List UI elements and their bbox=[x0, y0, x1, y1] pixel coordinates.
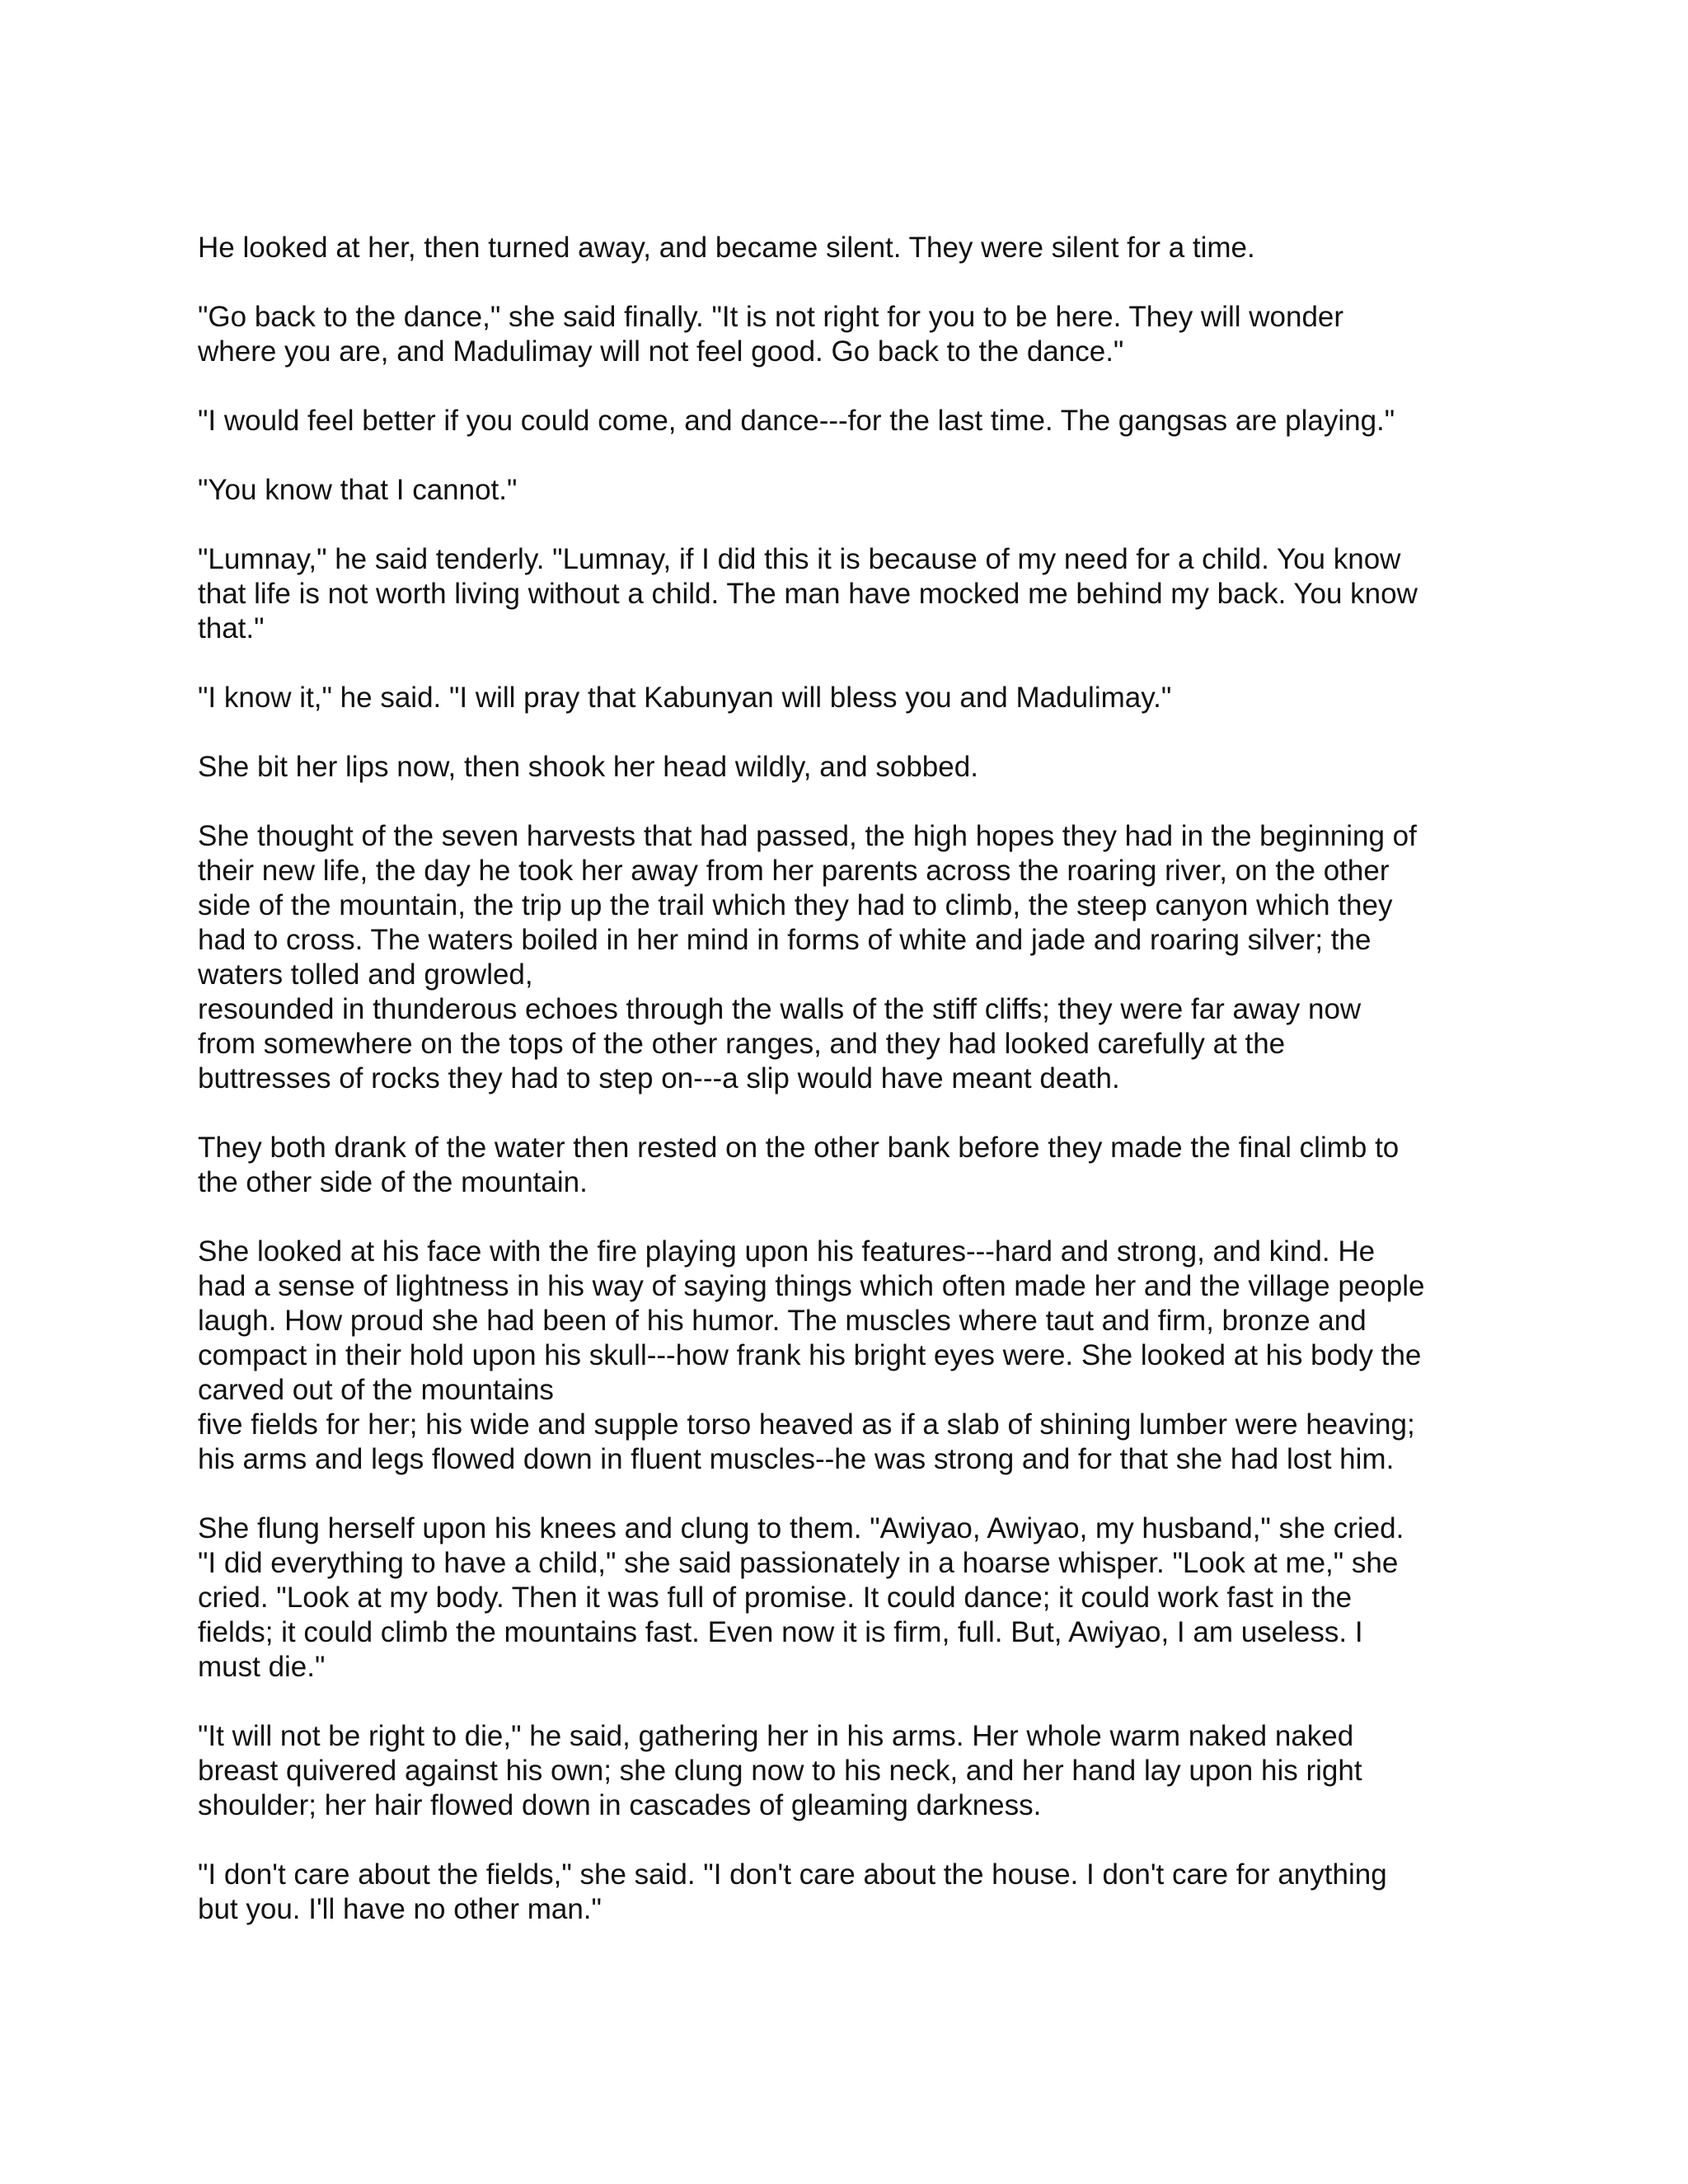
text-line: "Go back to the dance," she said finally. "It is not right for you to be here. They will wonder bbox=[198, 301, 1344, 333]
text-line: "I don't care about the fields," she said. "I don't care about the house. I don't care for anything bbox=[198, 1858, 1387, 1891]
text-line: that life is not worth living without a child. The man have mocked me behind my back. You know bbox=[198, 578, 1418, 610]
paragraph bbox=[198, 750, 1500, 785]
text-line: laugh. How proud she had been of his humor. The muscles where taut and firm, bronze and bbox=[198, 1305, 1367, 1337]
paragraph bbox=[198, 1858, 1500, 1927]
text-line: "I would feel better if you could come, and dance---for the last time. The gangsas are playing." bbox=[198, 405, 1395, 437]
paragraph bbox=[198, 300, 1500, 369]
paragraph bbox=[198, 1235, 1500, 1477]
text-line: cried. "Look at my body. Then it was full of promise. It could dance; it could work fast in the bbox=[198, 1582, 1353, 1614]
text-line: shoulder; her hair flowed down in cascades of gleaming darkness. bbox=[198, 1789, 1042, 1821]
paragraph bbox=[198, 473, 1500, 508]
text-line: He looked at her, then turned away, and became silent. They were silent for a time. bbox=[198, 232, 1255, 264]
text-line: "It will not be right to die," he said, gathering her in his arms. Her whole warm naked naked bbox=[198, 1720, 1354, 1752]
paragraph bbox=[198, 1511, 1500, 1685]
text-line: buttresses of rocks they had to step on---a slip would have meant death. bbox=[198, 1062, 1120, 1094]
text-line: the other side of the mountain. bbox=[198, 1166, 588, 1198]
text-line: compact in their hold upon his skull---how frank his bright eyes were. She looked at his body the bbox=[198, 1339, 1422, 1371]
paragraph bbox=[198, 231, 1500, 265]
text-line: They both drank of the water then rested on the other bank before they made the final climb to bbox=[198, 1132, 1400, 1164]
text-line: from somewhere on the tops of the other ranges, and they had looked carefully at the bbox=[198, 1028, 1286, 1060]
paragraph bbox=[198, 1131, 1500, 1200]
text-line: carved out of the mountains bbox=[198, 1374, 554, 1406]
paragraph bbox=[198, 1719, 1500, 1823]
text-line: side of the mountain, the trip up the trail which they had to climb, the steep canyon which they bbox=[198, 889, 1393, 921]
text-line: must die." bbox=[198, 1651, 326, 1683]
paragraph bbox=[198, 819, 1500, 1096]
paragraph bbox=[198, 542, 1500, 646]
paragraph bbox=[198, 681, 1500, 715]
text-line: She bit her lips now, then shook her head wildly, and sobbed. bbox=[198, 751, 978, 783]
text-line: "I know it," he said. "I will pray that Kabunyan will bless you and Madulimay." bbox=[198, 682, 1172, 714]
text-line: resounded in thunderous echoes through the walls of the stiff cliffs; they were far away now bbox=[198, 993, 1362, 1025]
text-line: five fields for her; his wide and supple torso heaved as if a slab of shining lumber were heaving; bbox=[198, 1408, 1415, 1441]
document-page bbox=[198, 231, 1500, 1961]
text-line: She flung herself upon his knees and clung to them. "Awiyao, Awiyao, my husband," she cried. bbox=[198, 1512, 1404, 1544]
text-line: "I did everything to have a child," she said passionately in a hoarse whisper. "Look at me," she bbox=[198, 1547, 1399, 1579]
text-line: fields; it could climb the mountains fast. Even now it is firm, full. But, Awiyao, I am useless. I bbox=[198, 1616, 1363, 1648]
text-line: breast quivered against his own; she clung now to his neck, and her hand lay upon his right bbox=[198, 1755, 1362, 1787]
text-line: had to cross. The waters boiled in her mind in forms of white and jade and roaring silver; the bbox=[198, 924, 1372, 956]
paragraph bbox=[198, 404, 1500, 438]
text-line: but you. I'll have no other man." bbox=[198, 1893, 602, 1925]
text-line: where you are, and Madulimay will not feel good. Go back to the dance." bbox=[198, 335, 1124, 368]
text-line: their new life, the day he took her away from her parents across the roaring river, on the other bbox=[198, 855, 1390, 887]
text-line: waters tolled and growled, bbox=[198, 958, 533, 991]
text-line: that." bbox=[198, 612, 265, 644]
text-line: "Lumnay," he said tenderly. "Lumnay, if I did this it is because of my need for a child. You know bbox=[198, 543, 1401, 575]
text-line: She looked at his face with the fire playing upon his features---hard and strong, and kind. He bbox=[198, 1235, 1376, 1268]
text-line: She thought of the seven harvests that had passed, the high hopes they had in the beginning of bbox=[198, 820, 1417, 852]
text-line: "You know that I cannot." bbox=[198, 474, 518, 506]
text-line: his arms and legs flowed down in fluent muscles--he was strong and for that she had lost him. bbox=[198, 1443, 1395, 1475]
text-line: had a sense of lightness in his way of saying things which often made her and the village people bbox=[198, 1270, 1425, 1302]
